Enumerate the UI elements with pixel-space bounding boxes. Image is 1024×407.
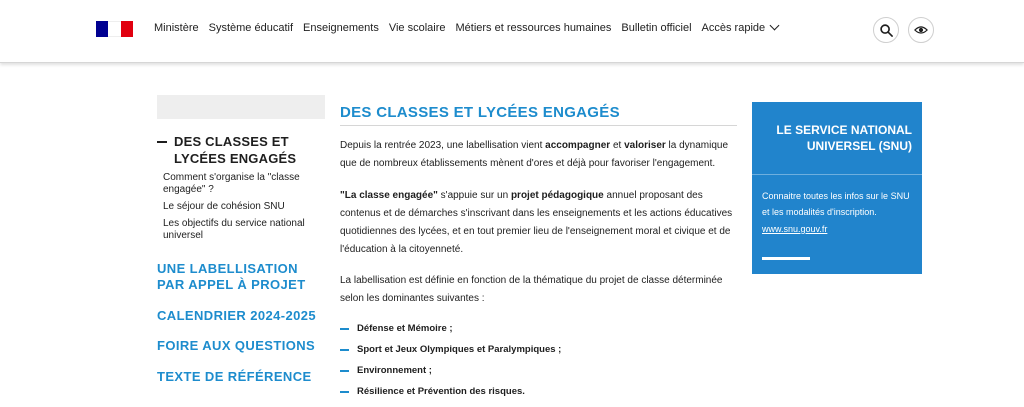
text: annuel proposant des contenus et de démarches s'inscrivant dans les enseignements et les actions éducatives quotidiennes des lycées, et en tout premier lieu de l'enseignement moral et civique et de l'éducation à la citoyenneté. bbox=[340, 190, 733, 255]
snu-card-text: Connaitre toutes les infos sur le SNU et les modalités d'inscription. bbox=[762, 191, 910, 217]
bullet-dash bbox=[340, 391, 349, 393]
text: s'appuie sur un bbox=[437, 190, 511, 201]
text-bold: valoriser bbox=[624, 140, 666, 151]
list-item-label: Résilience et Prévention des risques. bbox=[357, 386, 525, 397]
search-icon bbox=[880, 24, 893, 37]
paragraph-labellisation: La labellisation est définie en fonction de la thématique du projet de classe déterminée selon les dominantes suivantes : bbox=[340, 275, 723, 304]
sidebar-subitem[interactable]: Les objectifs du service national universel bbox=[163, 218, 305, 241]
main-nav bbox=[154, 22, 788, 34]
paragraph-classe-engagee bbox=[340, 187, 738, 259]
snu-card-title: LE SERVICE NATIONAL UNIVERSEL (SNU) bbox=[776, 123, 912, 153]
paragraph-intro bbox=[340, 137, 738, 173]
sidebar-active-label: DES CLASSES ET LYCÉES ENGAGÉS bbox=[174, 134, 297, 166]
text: Depuis la rentrée 2023, une labellisation vient bbox=[340, 140, 546, 151]
french-flag-logo[interactable] bbox=[96, 21, 133, 37]
sidebar-link-labellisation[interactable]: UNE LABELLISATION PAR APPEL À PROJET bbox=[157, 261, 306, 292]
sidebar-subitem[interactable]: Comment s'organise la "classe engagée" ? bbox=[163, 172, 300, 195]
sidebar-link-calendrier[interactable]: CALENDRIER 2024-2025 bbox=[157, 308, 317, 323]
page-title: DES CLASSES ET LYCÉES ENGAGÉS bbox=[340, 104, 620, 121]
list-item bbox=[340, 339, 561, 360]
nav-item-metiers[interactable]: Métiers et ressources humaines bbox=[455, 22, 612, 34]
text: la dynamique que de nombreux établissements mènent d'ores et déjà pour favoriser l'engagement. bbox=[340, 140, 729, 169]
list-item bbox=[340, 318, 561, 339]
dominantes-list bbox=[340, 318, 561, 402]
chevron-down-icon bbox=[770, 21, 780, 31]
text-bold: "La classe engagée" bbox=[340, 190, 438, 201]
accessibility-button[interactable] bbox=[908, 17, 934, 43]
nav-item-acces-rapide[interactable] bbox=[702, 22, 779, 34]
snu-card-divider bbox=[752, 174, 922, 175]
sidebar-subitem[interactable]: Le séjour de cohésion SNU bbox=[163, 201, 285, 212]
nav-item-ministere[interactable]: Ministère bbox=[154, 22, 199, 34]
eye-icon bbox=[914, 25, 928, 35]
bullet-dash bbox=[340, 328, 349, 330]
search-button[interactable] bbox=[873, 17, 899, 43]
nav-item-acces-rapide-label: Accès rapide bbox=[701, 22, 766, 34]
nav-item-systeme-educatif[interactable]: Système éducatif bbox=[208, 22, 293, 34]
snu-card-link[interactable]: www.snu.gouv.fr bbox=[762, 224, 828, 234]
nav-item-vie-scolaire[interactable]: Vie scolaire bbox=[388, 22, 446, 34]
nav-item-bulletin-officiel[interactable]: Bulletin officiel bbox=[621, 22, 692, 34]
snu-card bbox=[752, 102, 922, 274]
list-item-label: Environnement ; bbox=[357, 365, 432, 376]
sidebar-link-texte[interactable]: TEXTE DE RÉFÉRENCE bbox=[157, 369, 312, 384]
active-dash bbox=[157, 141, 167, 143]
list-item bbox=[340, 381, 561, 402]
bullet-dash bbox=[340, 349, 349, 351]
text: et bbox=[610, 140, 625, 151]
title-divider bbox=[340, 125, 737, 126]
site-header bbox=[0, 0, 1024, 63]
sidebar-subitems bbox=[163, 172, 323, 247]
sidebar-placeholder-block bbox=[157, 95, 325, 119]
nav-item-enseignements[interactable]: Enseignements bbox=[303, 22, 379, 34]
list-item-label: Sport et Jeux Olympiques et Paralympiques ; bbox=[357, 344, 562, 355]
text-bold: accompagner bbox=[545, 140, 611, 151]
text-bold: projet pédagogique bbox=[510, 190, 604, 201]
sidebar-link-faq[interactable]: FOIRE AUX QUESTIONS bbox=[157, 338, 316, 353]
list-item-label: Défense et Mémoire ; bbox=[357, 323, 453, 334]
bullet-dash bbox=[340, 370, 349, 372]
snu-card-accent-bar bbox=[762, 257, 810, 260]
list-item bbox=[340, 360, 561, 381]
